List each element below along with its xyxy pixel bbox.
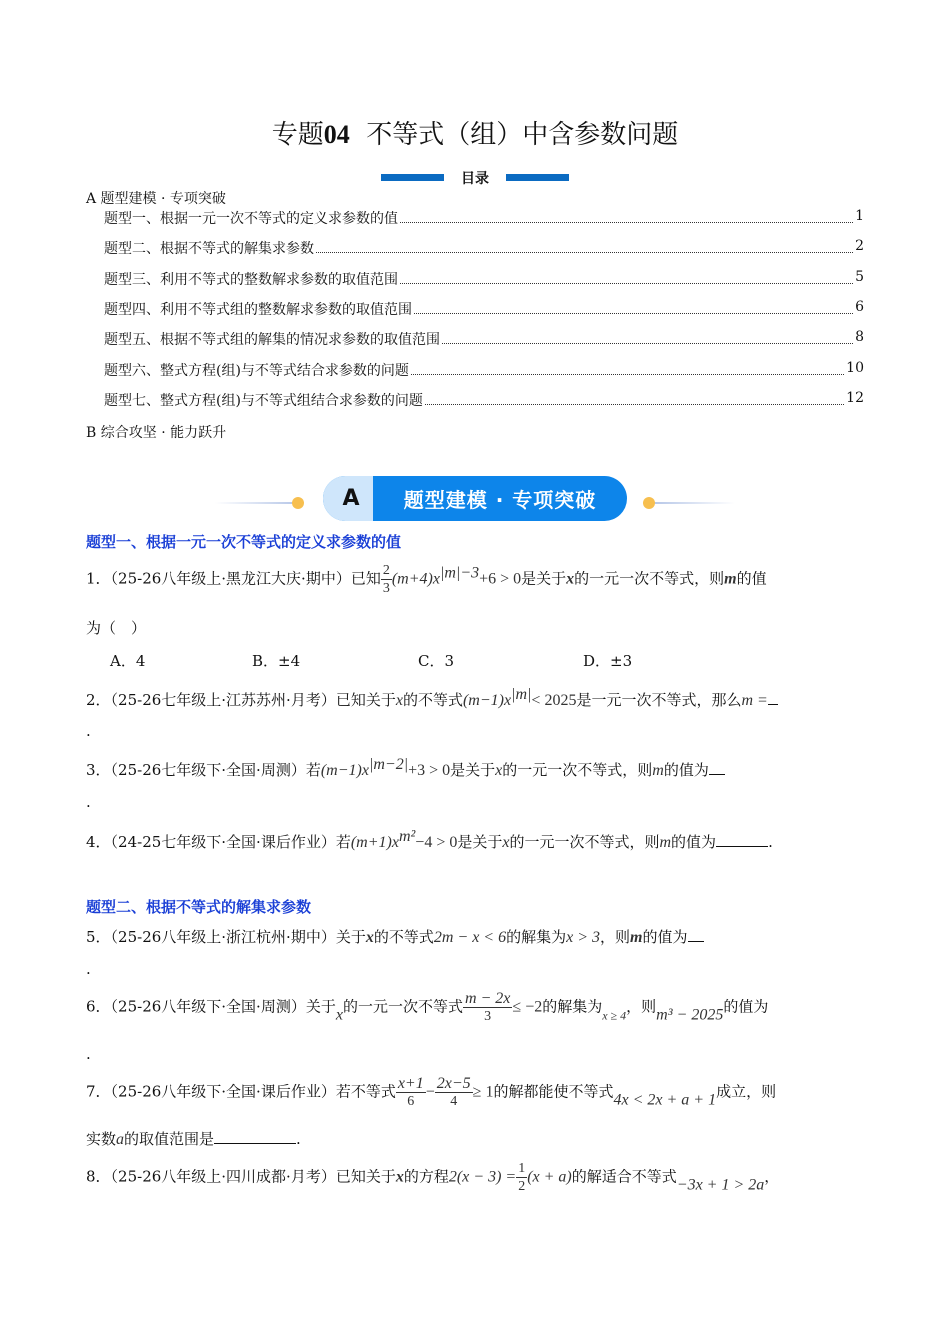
banner-text: 题型建模 · 专项突破 [403, 488, 597, 512]
toc-item[interactable] [104, 329, 864, 349]
toc-item[interactable] [104, 360, 864, 380]
toc-item-page: 1 [855, 208, 864, 224]
toc-leader-dots [425, 390, 844, 405]
toc-item-page: 6 [855, 298, 864, 315]
toc-item-page: 5 [855, 268, 864, 285]
toc-part-b[interactable]: B 综合攻坚 · 能力跃升 [86, 425, 227, 441]
toc-item-page: 8 [855, 329, 864, 346]
toc-item-page: 10 [846, 359, 864, 376]
question-3: 3．（25-26七年级下·全国·周测）若$(m-1)x^{|m-2|}+3 > 0$是关于x的一元一次不等式，则m的值为 [86, 756, 725, 780]
toc-item-label: 题型二、根据不等式的解集求参数 [104, 241, 314, 258]
toc-heading: 目录 [461, 171, 489, 187]
question-4: 4．（24-25七年级下·全国·课后作业）若$(m+1)x^{m^2}-4 > 0$是关于x的一元一次不等式，则m的值为 . [86, 828, 773, 851]
toc-leader-dots [400, 208, 853, 223]
question-8: 8．（25-26八年级上·四川成都·月考）已知关于x的方程2(x − 3) = $\frac{1}{2}$ (x + a)的解适合不等式−3x + 1 > 2a， [86, 1161, 780, 1194]
toc-leader-dots [316, 238, 853, 253]
toc-item[interactable] [104, 269, 864, 289]
option-c[interactable]: C．3 [418, 652, 455, 670]
toc-item[interactable] [104, 299, 864, 319]
question-7: 7．（25-26八年级下·全国·课后作业）若不等式 $\frac{x+1}{6}$ − $\frac{2x-5}{4}$ ≥ 1的解都能使不等式4x < 2x + a + 1成立，则 [86, 1075, 777, 1109]
toc-item[interactable] [104, 208, 864, 228]
banner-dot-left [292, 497, 304, 509]
toc-item-label: 题型一、根据一元一次不等式的定义求参数的值 [104, 211, 398, 227]
toc-part-a[interactable]: A 题型建模 · 专项突破 [86, 191, 226, 207]
banner-line-left [215, 502, 295, 504]
question-6: 6．（25-26八年级下·全国·周测）关于x的一元一次不等式 $\frac{m - 2x}{3}$ ≤ −2的解集为$_{x \ge 4}$，则m³ − 2025的值为 [86, 990, 769, 1024]
question-7-line2: 实数a的取值范围是 . [86, 1130, 301, 1148]
question-2-line2: . [86, 722, 91, 740]
section-heading-1: 题型一、根据一元一次不等式的定义求参数的值 [86, 533, 402, 551]
question-1: 1．（25-26八年级上·黑龙江大庆·期中）已知 $\frac{2}{3}$ $(m+4)x^{|m|-3}+6 > 0$是关于x的一元一次不等式，则m的值 [86, 563, 767, 596]
section-banner [323, 476, 627, 521]
answer-blank[interactable] [716, 833, 768, 847]
question-3-line2: . [86, 793, 91, 811]
toc-item-label: 题型七、整式方程(组)与不等式组结合求参数的问题 [104, 392, 423, 409]
question-2: 2．（25-26七年级上·江苏苏州·月考）已知关于x的不等式$(m-1)x^{|m|}< 2025$是一元一次不等式，那么m = [86, 686, 778, 710]
option-b[interactable]: B．±4 [252, 652, 301, 670]
toc-leader-dots [400, 269, 853, 284]
toc-item[interactable] [104, 390, 864, 410]
option-a[interactable]: A．4 [110, 652, 146, 670]
toc-leader-dots [411, 360, 844, 375]
toc-item-label: 题型三、利用不等式的整数解求参数的取值范围 [104, 271, 398, 288]
toc-leader-dots [442, 329, 853, 344]
toc-item-page: 12 [846, 389, 864, 406]
banner-dot-right [643, 497, 655, 509]
question-1-line2: 为（ ） [86, 619, 147, 637]
question-5-line2: . [86, 960, 91, 978]
answer-blank[interactable] [768, 691, 778, 705]
toc-leader-dots [414, 299, 853, 314]
option-d[interactable]: D．±3 [583, 652, 633, 670]
page-title: 专题04 不等式（组）中含参数问题 [271, 120, 679, 150]
banner-letter: A [323, 476, 373, 521]
answer-blank[interactable] [688, 928, 704, 942]
section-heading-2: 题型二、根据不等式的解集求参数 [86, 898, 312, 916]
banner-line-right [655, 502, 735, 504]
toc-item-label: 题型四、利用不等式组的整数解求参数的取值范围 [104, 301, 412, 318]
question-5: 5．（25-26八年级上·浙江杭州·期中）关于x的不等式2m − x < 6的解集为x > 3，则m的值为 [86, 926, 704, 947]
question-6-line2: . [86, 1045, 91, 1063]
answer-blank[interactable] [709, 761, 725, 775]
toc-item-label: 题型六、整式方程(组)与不等式结合求参数的问题 [104, 362, 409, 379]
toc-item-label: 题型五、根据不等式组的解集的情况求参数的取值范围 [104, 332, 440, 349]
answer-blank[interactable] [214, 1130, 296, 1144]
toc-item[interactable] [104, 238, 864, 258]
toc-item-page: 2 [855, 238, 864, 255]
